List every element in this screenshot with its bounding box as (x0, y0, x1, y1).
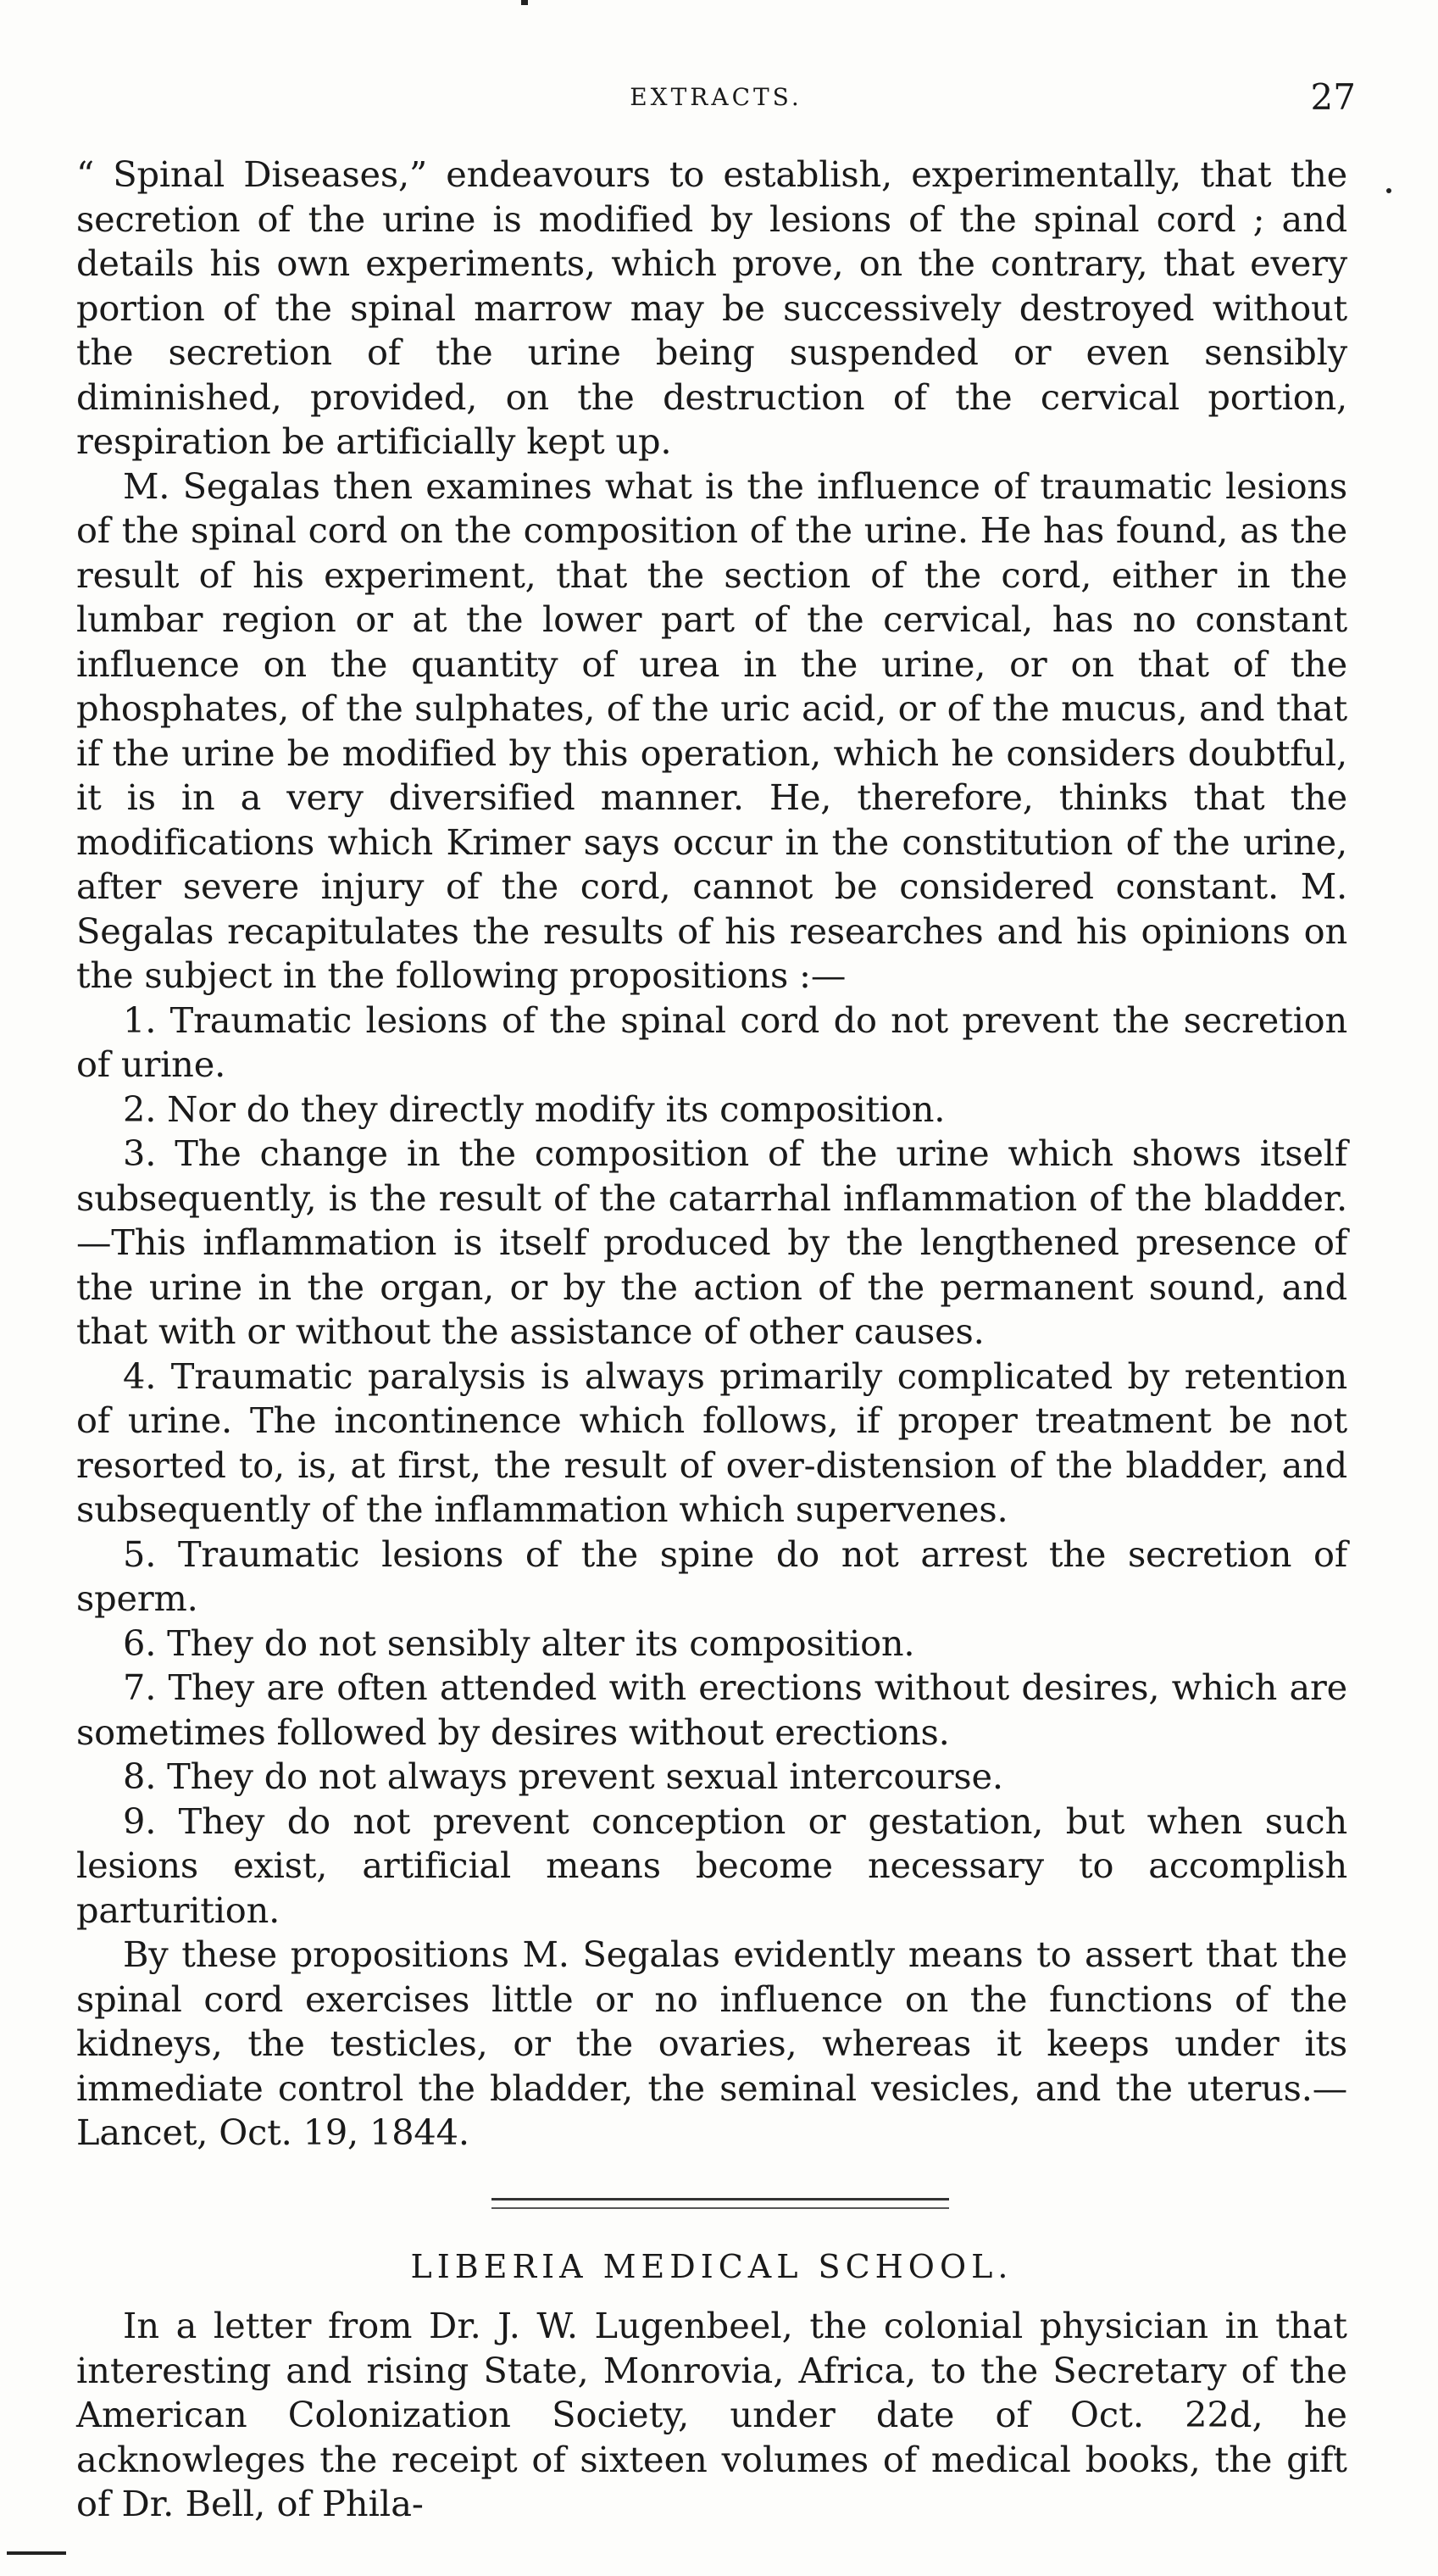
page-number: 27 (1310, 76, 1356, 118)
scan-speck (521, 0, 528, 5)
proposition-item: 2. Nor do they directly modify its composition. (123, 1088, 946, 1130)
running-head (76, 76, 1356, 127)
paragraph: In a letter from Dr. J. W. Lugenbeel, the colonial physician in that interesting and rising State, Monrovia, Africa, to the Secretary of the American Colonization Society, under date of Oct. 22d, he acknowleges the receipt of sixteen volumes of medical books, the gift of Dr. Bell, of Phila- (76, 2305, 1347, 2524)
section-title: LIBERIA MEDICAL SCHOOL. (410, 2248, 1013, 2285)
proposition-item: 9. They do not prevent conception or gestation, but when such lesions exist, artificial means become necessary to accomplish parturition. (76, 1800, 1347, 1931)
proposition-item: 3. The change in the composition of the urine which shows itself subsequently, is the result of the catarrhal inflammation of the bladder.—This inflammation is itself produced by the lengthened presence of the urine in the organ, or by the action of the permanent sound, and that with or without the assistance of other causes. (76, 1132, 1347, 1352)
proposition-item: 6. They do not sensibly alter its composition. (123, 1622, 915, 1664)
paragraph: “ Spinal Diseases,” endeavours to establish, experimentally, that the secretion of the urine is modified by lesions of the spinal cord ; and details his own experiments, which prove, on the contrary, that every portion of the spinal marrow may be successively destroyed without the secretion of the urine being suspended or even sensibly diminished, provided, on the destruction of the cervical portion, respiration be artificially kept up. (76, 153, 1347, 462)
proposition-item: 8. They do not always prevent sexual intercourse. (123, 1755, 1003, 1797)
section-body (76, 2304, 1347, 2527)
header-title: EXTRACTS. (630, 83, 802, 111)
proposition-item: 5. Traumatic lesions of the spine do not arrest the secretion of sperm. (76, 1533, 1347, 1619)
scan-speck (1386, 188, 1391, 193)
article-body (76, 153, 1347, 2156)
proposition-item: 1. Traumatic lesions of the spinal cord do not prevent the secretion of urine. (76, 999, 1347, 1085)
paragraph: M. Segalas then examines what is the influence of traumatic lesions of the spinal cord on the composition of the urine. He has found, as the result of his experiment, that the section of the cord, either in the lumbar region or at the lower part of the cervical, has no constant influence on the quantity of urea in the urine, or on that of the phosphates, of the sulphates, of the uric acid, or of the mucus, and that if the urine be modified by this operation, which he considers doubtful, it is in a very diversified manner. He, therefore, thinks that the modifications which Krimer says occur in the constitution of the urine, after severe injury of the cord, cannot be considered constant. M. Segalas recapitulates the results of his researches and his opinions on the subject in the following propositions :— (76, 465, 1347, 996)
proposition-item: 4. Traumatic paralysis is always primarily complicated by retention of urine. The incontinence which follows, if proper treatment be not resorted to, is, at first, the result of over-distension of the bladder, and subsequently of the inflammation which supervenes. (76, 1355, 1347, 1530)
scan-mark (7, 2551, 66, 2555)
section-divider (491, 2198, 949, 2209)
proposition-item: 7. They are often attended with erections without desires, which are sometimes followed by desires without erections. (76, 1666, 1347, 1753)
paragraph: By these propositions M. Segalas evidently means to assert that the spinal cord exercises little or no influence on the functions of the kidneys, the testicles, or the ovaries, whereas it keeps under its immediate control the bladder, the seminal vesicles, and the uterus.—Lancet, Oct. 19, 1844. (76, 1933, 1347, 2153)
